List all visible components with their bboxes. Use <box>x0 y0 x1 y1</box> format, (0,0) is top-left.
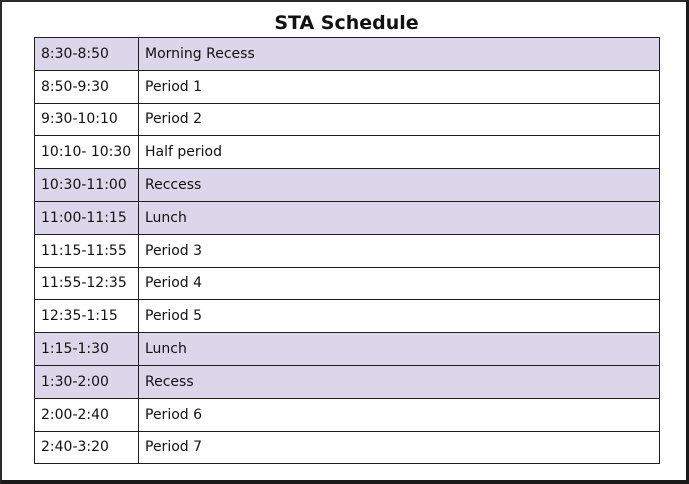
schedule-row <box>35 333 660 366</box>
schedule-row <box>35 365 660 398</box>
schedule-table <box>34 37 660 464</box>
schedule-row <box>35 300 660 333</box>
time-cell: 1:30-2:00 <box>35 365 139 398</box>
time-cell: 12:35-1:15 <box>35 300 139 333</box>
activity-cell: Period 2 <box>139 103 660 136</box>
schedule-row <box>35 398 660 431</box>
time-cell: 8:30-8:50 <box>35 38 139 71</box>
schedule-table-body <box>35 38 660 464</box>
activity-cell: Morning Recess <box>139 38 660 71</box>
time-cell: 11:00-11:15 <box>35 201 139 234</box>
schedule-row <box>35 201 660 234</box>
schedule-row <box>35 431 660 464</box>
time-cell: 2:40-3:20 <box>35 431 139 464</box>
schedule-row <box>35 234 660 267</box>
time-cell: 10:30-11:00 <box>35 169 139 202</box>
activity-cell: Lunch <box>139 201 660 234</box>
activity-cell: Recess <box>139 365 660 398</box>
time-cell: 10:10- 10:30 <box>35 136 139 169</box>
time-cell: 11:15-11:55 <box>35 234 139 267</box>
activity-cell: Period 4 <box>139 267 660 300</box>
activity-cell: Period 3 <box>139 234 660 267</box>
schedule-row <box>35 70 660 103</box>
schedule-row <box>35 103 660 136</box>
schedule-row <box>35 38 660 71</box>
page-title: STA Schedule <box>274 12 419 34</box>
time-cell: 9:30-10:10 <box>35 103 139 136</box>
activity-cell: Reccess <box>139 169 660 202</box>
time-cell: 2:00-2:40 <box>35 398 139 431</box>
schedule-row <box>35 136 660 169</box>
time-cell: 8:50-9:30 <box>35 70 139 103</box>
activity-cell: Period 1 <box>139 70 660 103</box>
activity-cell: Lunch <box>139 333 660 366</box>
activity-cell: Period 6 <box>139 398 660 431</box>
time-cell: 1:15-1:30 <box>35 333 139 366</box>
schedule-row <box>35 267 660 300</box>
activity-cell: Period 5 <box>139 300 660 333</box>
activity-cell: Period 7 <box>139 431 660 464</box>
schedule-row <box>35 169 660 202</box>
time-cell: 11:55-12:35 <box>35 267 139 300</box>
activity-cell: Half period <box>139 136 660 169</box>
